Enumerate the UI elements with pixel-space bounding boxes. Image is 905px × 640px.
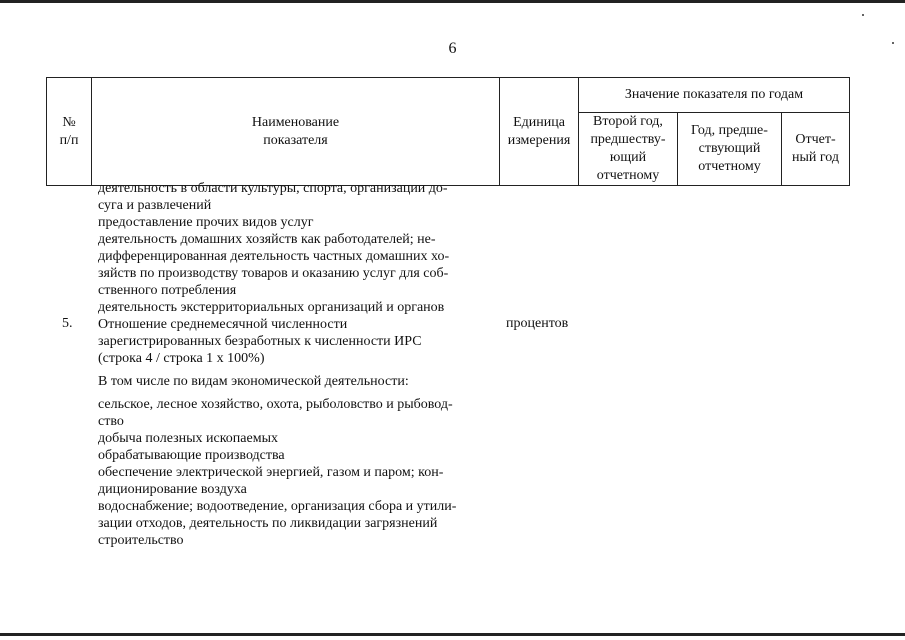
col-second-year-header <box>579 113 678 186</box>
list-line: предоставление прочих видов услуг <box>98 215 314 230</box>
col-unit-line: измерения <box>507 132 571 148</box>
col-name-header <box>92 78 500 186</box>
list-line: водоснабжение; водоотведение, организация сбора и утили- <box>98 499 457 514</box>
list-line: сельское, лесное хозяйство, охота, рыболовство и рыбовод- <box>98 397 453 412</box>
list-line: зации отходов, деятельность по ликвидации загрязнений <box>98 516 438 531</box>
list-line: строительство <box>98 533 184 548</box>
col-second-year-line: отчетному <box>596 168 660 183</box>
item-5-line: Отношение среднемесячной численности <box>98 317 348 332</box>
col-report-year-header <box>782 113 850 186</box>
subheading: В том числе по видам экономической деятельности: <box>98 374 409 389</box>
col-report-year-line: ный год <box>791 150 839 165</box>
item-5-unit: процентов <box>506 316 569 331</box>
item-5-number: 5. <box>62 316 73 331</box>
col-unit-header <box>500 78 579 186</box>
col-prior-year-line: отчетному <box>698 159 761 174</box>
col-second-year-line: Второй год, <box>593 114 663 129</box>
list-line: ственного потребления <box>98 283 237 298</box>
col-second-year-line: предшеству- <box>590 132 666 147</box>
scan-bottom-edge <box>0 633 905 636</box>
list-line: обеспечение электрической энергией, газом и паром; кон- <box>98 465 444 480</box>
col-report-year-line: Отчет- <box>795 132 836 147</box>
item-5-line: (строка 4 / строка 1 х 100%) <box>98 351 265 366</box>
indicator-list-top <box>98 180 494 316</box>
list-line: деятельность домашних хозяйств как работодателей; не- <box>98 232 436 247</box>
col-number-line: п/п <box>59 132 79 148</box>
list-line: дифференцированная деятельность частных домашних хо- <box>98 249 450 264</box>
col-number-header <box>47 78 92 186</box>
col-name-line: Наименование <box>251 114 340 130</box>
col-prior-year-line: Год, предше- <box>691 123 768 138</box>
list-line: деятельность экстерриториальных организаций и органов <box>98 300 445 315</box>
col-prior-year-line: ствующий <box>698 141 761 156</box>
list-line: ство <box>98 414 124 429</box>
list-line: диционирование воздуха <box>98 482 247 497</box>
indicator-list-bottom <box>98 316 494 549</box>
scan-speck <box>862 14 864 16</box>
col-prior-year-header <box>678 113 782 186</box>
list-line: зяйств по производству товаров и оказанию услуг для соб- <box>98 266 449 281</box>
list-line: добыча полезных ископаемых <box>98 431 278 446</box>
item-5-line: зарегистрированных безработных к численности ИРС <box>98 334 422 349</box>
page-number: 6 <box>448 40 457 57</box>
col-unit-line: Единица <box>513 114 565 130</box>
col-name-line: показателя <box>263 132 328 148</box>
year-group-header: Значение показателя по годам <box>579 78 850 113</box>
list-line: деятельность в области культуры, спорта, организации до- <box>98 181 448 196</box>
scan-top-edge <box>0 0 905 3</box>
list-line: обрабатывающие производства <box>98 448 285 463</box>
col-number-line: № <box>62 114 76 130</box>
col-second-year-line: ющий <box>609 150 647 165</box>
list-line: суга и развлечений <box>98 198 212 213</box>
indicator-table-header <box>46 77 850 186</box>
